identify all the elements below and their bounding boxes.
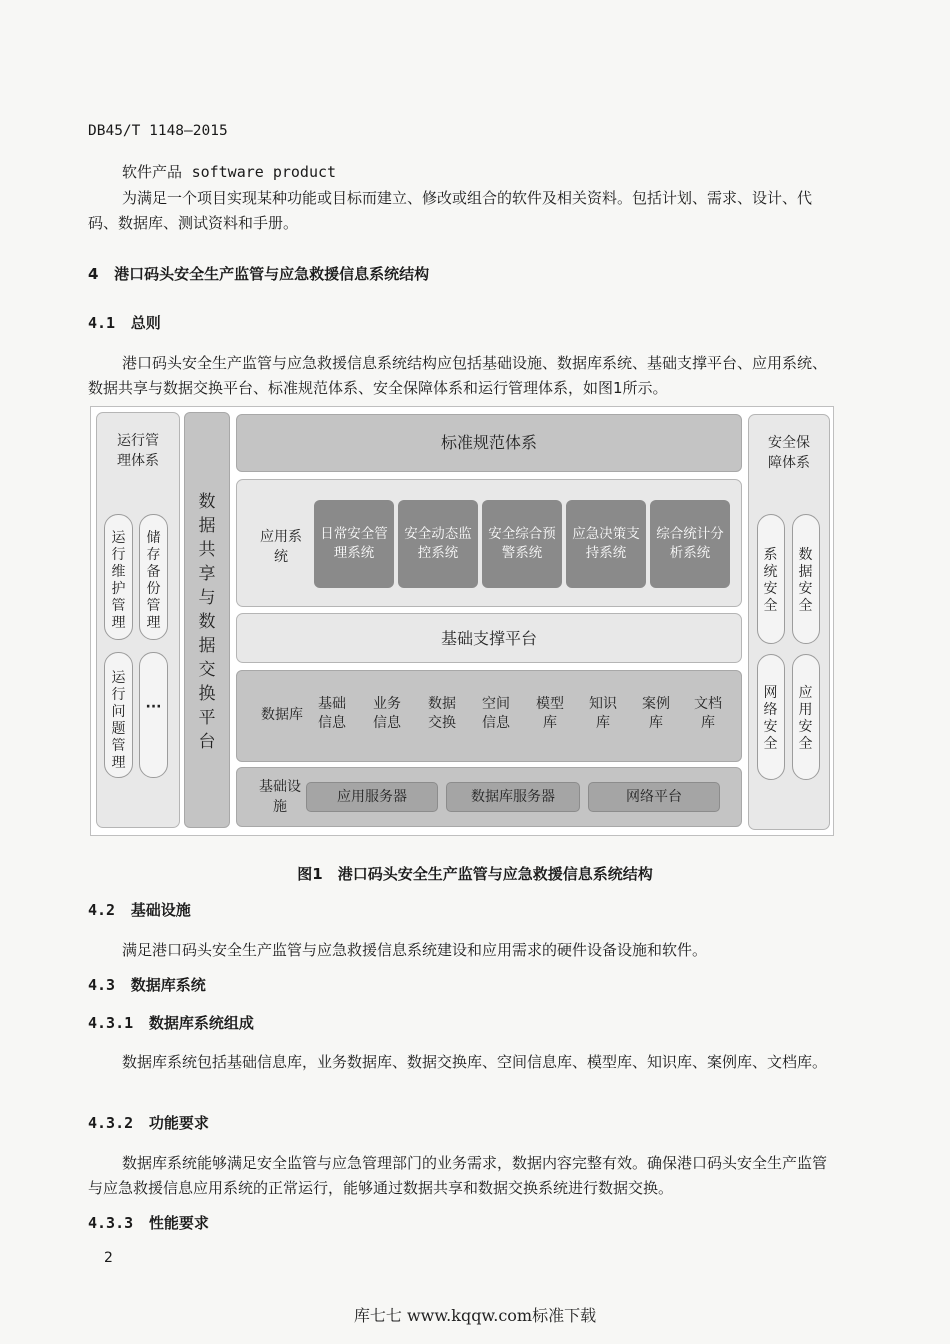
section-title: 数据库系统 <box>130 976 206 994</box>
security-item-system: 系统安全 <box>763 547 778 614</box>
ops-item-pill <box>139 652 168 778</box>
section-4-3-1-heading <box>88 1011 254 1035</box>
db-item-basic: 基础信息 <box>318 696 346 731</box>
ops-item-2: 储存备份管理 <box>146 530 161 631</box>
term-title <box>122 160 336 184</box>
section-4-2-body: 满足港口码头安全生产监管与应急救援信息系统建设和应用需求的硬件设备设施和软件。 <box>122 941 708 959</box>
term-title-en: software product <box>191 163 337 181</box>
db-item-knowledge: 知识库 <box>589 696 617 731</box>
section-title: 基础设施 <box>130 901 191 919</box>
watermark-footer: 库七七 www.kqqw.com标准下载 <box>353 1306 597 1325</box>
section-title: 性能要求 <box>148 1214 209 1232</box>
section-title: 数据库系统组成 <box>148 1014 254 1032</box>
section-number: 4.3.3 <box>88 1214 134 1232</box>
section-4-heading <box>88 262 429 286</box>
standards-title: 标准规范体系 <box>440 433 537 452</box>
ops-item-1: 运行维护管理 <box>111 530 126 631</box>
ops-item-ellipsis: ··· <box>145 699 162 715</box>
ops-item-3: 运行问题管理 <box>111 670 126 771</box>
standard-code: DB45/T 1148—2015 <box>88 123 228 139</box>
section-4-2-heading <box>88 898 191 922</box>
server-app: 应用服务器 <box>306 782 438 812</box>
data-share-title: 数据共享与数据交换平台 <box>198 492 216 752</box>
support-platform-title: 基础支撑平台 <box>440 629 537 648</box>
app-box-monitor: 安全动态监控系统 <box>398 500 478 588</box>
app-box-decision: 应急决策支持系统 <box>566 500 646 588</box>
term-definition: 为满足一个项目实现某种功能或目标而建立、修改或组合的软件及相关资料。包括计划、需求、设计、代码、数据库、测试资料和手册。 <box>88 189 813 232</box>
section-number: 4.3 <box>88 976 116 994</box>
section-4-1-heading <box>88 311 161 335</box>
db-item-case: 案例库 <box>642 696 670 731</box>
db-item-document: 文档库 <box>694 696 722 731</box>
section-number: 4 <box>88 265 99 283</box>
section-title: 港口码头安全生产监管与应急救援信息系统结构 <box>114 265 430 283</box>
term-title-cn: 软件产品 <box>122 163 183 181</box>
section-4-1-body: 港口码头安全生产监管与应急救援信息系统结构应包括基础设施、数据库系统、基础支撑平台、应用系统、数据共享与数据交换平台、标准规范体系、安全保障体系和运行管理体系，如图1所示。 <box>88 354 828 397</box>
server-network: 网络平台 <box>588 782 720 812</box>
section-number: 4.3.2 <box>88 1114 134 1132</box>
section-number: 4.2 <box>88 901 116 919</box>
section-4-3-1-body: 数据库系统包括基础信息库，业务数据库、数据交换库、空间信息库、模型库、知识库、案例库、文档库。 <box>122 1053 828 1071</box>
figure-caption: 图1 港口码头安全生产监管与应急救援信息系统结构 <box>297 865 653 883</box>
app-system-label: 应用系统 <box>260 529 302 565</box>
section-number: 4.3.1 <box>88 1014 134 1032</box>
section-4-3-3-heading <box>88 1211 209 1235</box>
section-number: 4.1 <box>88 314 116 332</box>
db-item-business: 业务信息 <box>373 696 401 731</box>
page-number: 2 <box>104 1250 113 1266</box>
section-4-3-2-body: 数据库系统能够满足安全监管与应急管理部门的业务需求，数据内容完整有效。确保港口码头安全生产监管与应急救援信息应用系统的正常运行，能够通过数据共享和数据交换系统进行数据交换。 <box>88 1154 828 1197</box>
section-4-3-heading <box>88 973 206 997</box>
server-database: 数据库服务器 <box>446 782 580 812</box>
security-item-application: 应用安全 <box>798 685 813 752</box>
section-title: 功能要求 <box>148 1114 209 1132</box>
infrastructure-label: 基础设施 <box>259 779 301 815</box>
app-box-warning: 安全综合预警系统 <box>482 500 562 588</box>
ops-management-title: 运行管理体系 <box>117 433 159 469</box>
db-item-model: 模型库 <box>536 696 564 731</box>
db-item-spatial: 空间信息 <box>482 696 510 731</box>
section-4-3-2-heading <box>88 1111 209 1135</box>
security-title: 安全保障体系 <box>768 435 810 471</box>
app-box-daily: 日常安全管理系统 <box>314 500 394 588</box>
security-item-network: 网络安全 <box>763 685 778 752</box>
db-item-exchange: 数据交换 <box>428 696 456 731</box>
app-box-statistics: 综合统计分析系统 <box>650 500 730 588</box>
security-item-data: 数据安全 <box>798 547 813 614</box>
section-title: 总则 <box>130 314 161 332</box>
database-label: 数据库 <box>261 707 303 723</box>
